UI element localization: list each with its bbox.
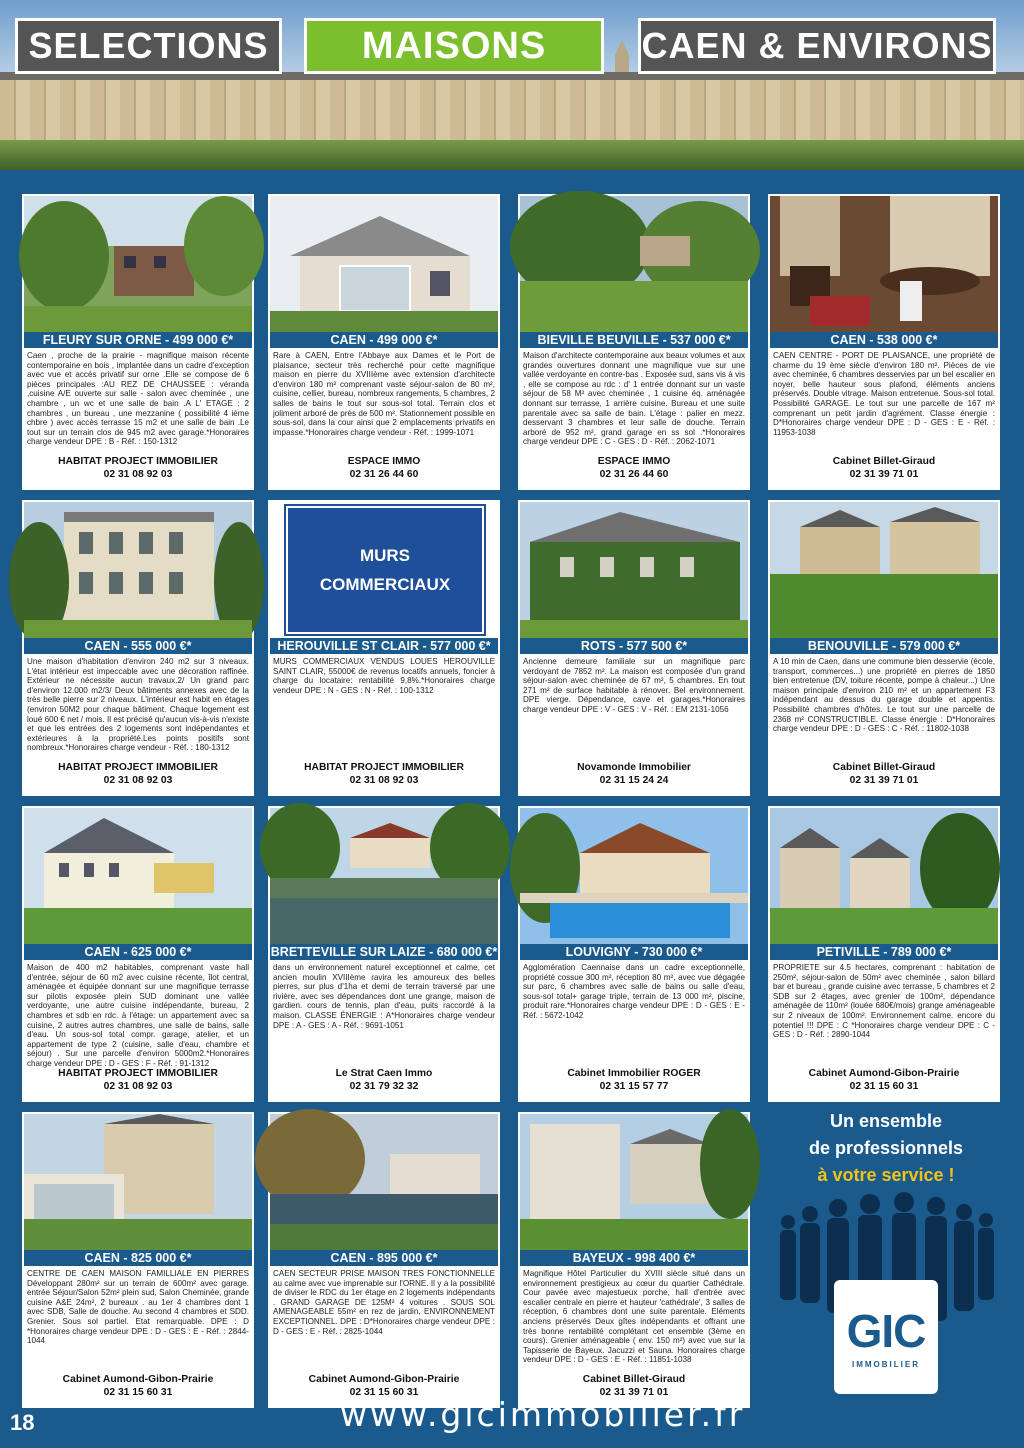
listing-agency: Novamonde Immobilier bbox=[577, 762, 691, 773]
listing-card[interactable] bbox=[22, 500, 254, 796]
listing-title: ROTS - 577 500 €* bbox=[520, 638, 748, 654]
listing-phone[interactable]: 02 31 39 71 01 bbox=[849, 469, 919, 480]
listing-phone[interactable]: 02 31 26 44 60 bbox=[599, 469, 669, 480]
listing-description: PROPRIETE sur 4.5 hectares, comprenant : habitation de 250m², séjour-salon de 50m² avec cheminée , salon billard bar et bureau , grande cuisine avec terrasse, 5 chambres et 2 SDB sur 2 étages, avec grenier de 100m², dépendance aménagée de 110m² (louée 680€/mois) grange aménageable sur 2 niveaux de 100m². Environnement calme. encore du potentiel !!! DPE : C *Honoraires charge vendeur DPE : C - GES : D - Réf. : 2890-1044 bbox=[773, 963, 995, 1040]
listing-photo bbox=[520, 1114, 748, 1250]
listing-agency: HABITAT PROJECT IMMOBILIER bbox=[58, 1068, 218, 1079]
logo-subtext: IMMOBILIER bbox=[852, 1359, 920, 1369]
listing-photo bbox=[770, 808, 998, 944]
listing-phone[interactable]: 02 31 15 57 77 bbox=[599, 1081, 669, 1092]
tab-maisons: MAISONS bbox=[304, 18, 604, 74]
listing-description: A 10 min de Caen, dans une commune bien desservie (école, transport, commerces...) une propriété en pierres de 1850 bien entretenue (DV, toiture récente, pompe à chaleur...) Une maison principale d'environ 210 m² et un appartement F3 indépendant au dessus du garage double et appentis. Possibilité chambres d'hôtes. Le tout sur une parcelle de 2368 m² CONSTRUCTIBLE. Classe énergie : D*Honoraires charge vendeur DPE : D - GES : C - Réf. : 11802-1038 bbox=[773, 657, 995, 734]
listing-photo bbox=[270, 196, 498, 332]
listing-agency: HABITAT PROJECT IMMOBILIER bbox=[58, 456, 218, 467]
listing-card[interactable] bbox=[518, 194, 750, 490]
listing-agency: Cabinet Billet-Giraud bbox=[832, 456, 936, 467]
listing-card[interactable] bbox=[268, 500, 500, 796]
promo-line1: Un ensemble bbox=[829, 1111, 943, 1131]
listing-agency: HABITAT PROJECT IMMOBILIER bbox=[304, 762, 464, 773]
listing-phone[interactable]: 02 31 08 92 03 bbox=[103, 469, 173, 480]
listing-agency: HABITAT PROJECT IMMOBILIER bbox=[58, 762, 218, 773]
listing-phone[interactable]: 02 31 15 60 31 bbox=[849, 1081, 919, 1092]
listing-title: BAYEUX - 998 400 €* bbox=[520, 1250, 748, 1266]
listing-card[interactable] bbox=[518, 806, 750, 1102]
listing-description: CAEN SECTEUR PRISE MAISON TRES FONCTIONNELLE au calme avec vue imprenable sur l'ORNE. Il y a la possibilité de diviser le RDC du 1er étage en 2 logements indépendants . GRAND GARAGE DE 125M² 4 voitures . SOUS SOL AMENAGEABLE 55m² en rez de jardin, ENVIRONNEMENT EXCEPTIONNEL. DPE : D*Honoraires charge vendeur DPE : D - GES : E - Réf. : 2825-1044 bbox=[273, 1269, 495, 1336]
listing-description: Ancienne demeure familiale sur un magnifique parc verdoyant de 7852 m². La maison est composée d'un grand séjour-salon avec cheminée de 67 m², 5 chambres. En tout 271 m² de surface habitable à rénover. Bel environnement. DPE vierge. Dépendance, cave et garages.*Honoraires charge vendeur DPE : V - GES : V - Réf. : EM 2131-1056 bbox=[523, 657, 745, 714]
listing-card[interactable] bbox=[22, 194, 254, 490]
listing-card[interactable] bbox=[768, 194, 1000, 490]
listing-phone[interactable]: 02 31 15 24 24 bbox=[599, 775, 669, 786]
listing-title: FLEURY SUR ORNE - 499 000 €* bbox=[24, 332, 252, 348]
listing-photo bbox=[24, 502, 252, 638]
listing-agency: ESPACE IMMO bbox=[347, 456, 421, 467]
promo-tagline bbox=[770, 1108, 1002, 1189]
listing-title: CAEN - 538 000 €* bbox=[770, 332, 998, 348]
listing-photo bbox=[270, 808, 498, 944]
listing-photo bbox=[520, 808, 748, 944]
listing-title: BRETTEVILLE SUR LAIZE - 680 000 €* bbox=[270, 945, 498, 959]
listing-agency: Cabinet Billet-Giraud bbox=[832, 762, 936, 773]
listing-phone[interactable]: 02 31 26 44 60 bbox=[349, 469, 419, 480]
listing-title: CAEN - 895 000 €* bbox=[270, 1250, 498, 1266]
listing-phone[interactable]: 02 31 08 92 03 bbox=[103, 775, 173, 786]
listing-description: dans un environnement naturel exceptionnel et calme, cet ancien moulin XVIIIème ravira les amoureux des belles pierres, sur plus d'1ha et demi de terrain traversé par une rivière, avec ses dépendances dont une grange, maison de gardien. cours de tennis, plan d'eau, puits raccordé à la maison. CLASSE ÉNERGIE : A*Honoraires charge vendeur DPE : A - GES : A - Réf. : 9691-1051 bbox=[273, 963, 495, 1030]
listing-photo bbox=[270, 502, 498, 638]
listing-description: Agglomération Caennaise dans un cadre exceptionnelle, propriété cossue 300 m², réception 80 m², avec vue dégagée sur parc, 6 chambres avec salle de bains ou salle d'eau, sous-sol total+ garage triple, terrain de 13 000 m², piscine, produit rare.*Honoraires charge vendeur DPE : D - GES : E - Réf. : 5672-1042 bbox=[523, 963, 745, 1020]
listing-phone[interactable]: 02 31 39 71 01 bbox=[599, 1387, 669, 1398]
listing-phone[interactable]: 02 31 08 92 03 bbox=[349, 775, 419, 786]
listing-photo bbox=[24, 808, 252, 944]
listing-title: LOUVIGNY - 730 000 €* bbox=[520, 944, 748, 960]
listing-title: HEROUVILLE ST CLAIR - 577 000 €* bbox=[270, 638, 498, 654]
listing-agency: ESPACE IMMO bbox=[597, 456, 671, 467]
page-number: 18 bbox=[10, 1410, 35, 1435]
murs-commerciaux-sign bbox=[286, 506, 484, 634]
murs-line2: COMMERCIAUX bbox=[319, 575, 451, 594]
listing-agency: Cabinet Immobilier ROGER bbox=[567, 1068, 701, 1079]
listing-description: Rare à CAEN, Entre l'Abbaye aux Dames et le Port de plaisance, secteur très recherché pour cette magnifique maison en pierre du XVIIIème avec extension d'architecte d'environ 180 m² comprenant vaste séjour-salon de 80 m², cuisine, cellier, bureau, nombreux rangements, 5 chambres, 2 salles de bains le tout sur sous-sol total. Terrain clos et joliment arboré de près de 500 m². Stationnement possible en sous-sol, dans la cour ainsi que 2 emplacements privatifs en impasse.*Honoraires charge vendeur - Réf. : 1999-1071 bbox=[273, 351, 495, 437]
listing-description: Maison de 400 m2 habitables, comprenant vaste hall d'entrée, séjour de 60 m2 avec cuisine récente, îlot central, aménagée et équipée donnant sur une magnifique terrasse sur pilotis exposée plein SUD dominant une vallée verdoyante, une autre cuisine indépendante, bureau, 2 chambres et sdb en rdc. à l'étage: un appartement avec sa cuisine, 2 autres autres chambres, une salle de bains, salle d'eau. Un sous-sol total compr. garage, atelier, et un appartement de type 2 (cuisine, salle d'eau, chambre et séjour) . Sur une parcelle d'environ 5000m2.*Honoraires charge vendeur DPE : D - GES : F - Réf. : 91-1312 bbox=[27, 963, 249, 1068]
listing-card[interactable] bbox=[518, 500, 750, 796]
listing-description: Magnifique Hôtel Particulier du XVIII siècle situé dans un environnement prestigieux au cœur du quartier Cathédrale. Cour pavée avec majestueux porche, hall d'entrée avec escalier centrale en pierre et hauteur 'cathédrale', 3 salles de réception, 6 chambres dont une suite parentale. Eléments anciens préservés Deux gîtes indépendants et offrant une très bonne rentabilité complétant cet ensemble (3ème en cours). Grenier aménageable ( env. 150 m²) avec vue sur la Tapisserie de Bayeux. Jacuzzi et Sauna. Honoraires charge vendeur DPE : D - GES : E - Réf. : 11851-1038 bbox=[523, 1269, 745, 1365]
listing-description: CENTRE DE CAEN MAISON FAMILLIALE EN PIERRES Développant 280m² sur un terrain de 600m² avec garage. entrée Séjour/Salon 52m² plein sud, Salon Cheminée, grande cuisine A&E 24m², 2 bureaux . au 1er 4 chambres dont 1 avec SDB, Salle de douche. Au second 4 chambres et SDD. Grenier. Sous sol partiel. Etat remarquable. DPE : D *Honoraires charge vendeur DPE : D - GES : E - Réf. : 2844-1044 bbox=[27, 1269, 249, 1346]
listing-phone[interactable]: 02 31 15 60 31 bbox=[103, 1387, 173, 1398]
listing-description: CAEN CENTRE - PORT DE PLAISANCE, une propriété de charme du 19 ème siècle d'environ 180 m². Pièces de vie avec cheminée, 6 chambres desservies par un bel escalier en noyer, belle hauteur sous plafond, éléments anciens préservés. Double vitrage. Maison entretenue. Sous-sol total. Possibilité GARAGE. Le tout sur une parcelle de 167 m² comprenant un petit jardin d'agrément. Classe énergie : D*Honoraires charge vendeur DPE : D - GES : E - Réf. : 11953-1038 bbox=[773, 351, 995, 437]
listing-photo bbox=[770, 502, 998, 638]
listing-phone[interactable]: 02 31 79 32 32 bbox=[349, 1081, 419, 1092]
listing-description: Caen , proche de la prairie - magnifique maison récente contemporaine en bois , implantée dans un cadre d'exception avec vue et accès privatif sur orne .Elle se compose de 6 pièces principales :AU REZ DE CHAUSSEE : véranda ,cuisine A/E ouverte sur salle - salon avec cheminée , une chambre , un wc et une salle de bain .A L' ETAGE : 2 chambres , un bureau , une mezzanine ( possibilité 4 ième chbre ) avec accès terrasse 15 m2 et une salle de bain .Le tout sur un terrain clos de 945 m2 avec garage.*Honoraires charge vendeur DPE : B - Réf. : 150-1312 bbox=[27, 351, 249, 447]
listing-card[interactable] bbox=[268, 1112, 500, 1408]
promo-line3: à votre service ! bbox=[817, 1165, 955, 1185]
listing-title: CAEN - 555 000 €* bbox=[24, 638, 252, 654]
listing-phone[interactable]: 02 31 39 71 01 bbox=[849, 775, 919, 786]
listing-photo bbox=[270, 1114, 498, 1250]
listing-agency: Cabinet Aumond-Gibon-Prairie bbox=[808, 1068, 960, 1079]
tab-caen-environs: CAEN & ENVIRONS bbox=[638, 18, 996, 74]
listing-title: CAEN - 625 000 €* bbox=[24, 944, 252, 960]
listing-title: BIEVILLE BEUVILLE - 537 000 €* bbox=[520, 332, 748, 348]
header-lawn bbox=[0, 140, 1024, 170]
listing-card[interactable] bbox=[268, 806, 500, 1102]
listing-title: CAEN - 825 000 €* bbox=[24, 1250, 252, 1266]
tab-selections: SELECTIONS bbox=[15, 18, 282, 74]
listing-title: PETIVILLE - 789 000 €* bbox=[770, 944, 998, 960]
logo-text: GIC bbox=[846, 1304, 926, 1357]
listing-card[interactable] bbox=[22, 806, 254, 1102]
listing-card[interactable] bbox=[268, 194, 500, 490]
listing-phone[interactable]: 02 31 15 60 31 bbox=[349, 1387, 419, 1398]
listing-card[interactable] bbox=[518, 1112, 750, 1408]
murs-line1: MURS bbox=[359, 546, 411, 565]
listing-photo bbox=[520, 196, 748, 332]
listing-card[interactable] bbox=[768, 806, 1000, 1102]
promo-line2: de professionnels bbox=[808, 1138, 964, 1158]
listing-description: Maison d'architecte contemporaine aux beaux volumes et aux grandes ouvertures donnant une magnifique vue sur une vallée verdoyante en contre-bas . Exposée sud, sans vis à vis , elle se compose au rdc : d' 1 entrée donnant sur un vaste séjour de 58 M² avec cheminée , 1 cuisine éq. aménagée donnant sur terrasse, 1 arrière cuisine. Bureau et une suite parentale avec sa salle de bain. L'étage : palier en mezz. desservant 3 chambres et leur salle de douche. Terrain arboré de 952 m², grand garage en ss sol .*Honoraires charge vendeur DPE : C - GES : D - Réf. : 2062-1071 bbox=[523, 351, 745, 447]
listing-card[interactable] bbox=[22, 1112, 254, 1408]
listing-description: MURS COMMERCIAUX VENDUS LOUES HEROUVILLE SAINT CLAIR, 55000€ de revenus locatifs annuels, foncier à charge du locataire: rentabilité 9,8%.*Honoraires charge vendeur DPE : N - GES : N - Réf. : 100-1312 bbox=[273, 657, 495, 695]
listing-photo bbox=[770, 196, 998, 332]
listing-description: Une maison d'habitation d'environ 240 m2 sur 3 niveaux. L'état intérieur est impeccable avec une décoration raffinée. Extérieur ne nécessite aucun travaux.2/ Un grand parc d'environ 12.000 m2/3/ Deux bâtiments annexes avec de la très belle pierre sur 2 niveaux. L'intérieur est habit en étages (environ 50M2 pour chaque bâtiment. Chaque logement est loué 600 € net / mois. Il est précisé qu'aucun vis-à-vis n'existe et que les entrées des 2 logements sont indépendantes et extérieures à la propriété.Les points positifs sont nombreux.*Honoraires charge vendeur - Réf. : 180-1312 bbox=[27, 657, 249, 753]
header-buildings bbox=[0, 80, 1024, 142]
listing-agency: Cabinet Aumond-Gibon-Prairie bbox=[308, 1374, 460, 1385]
listing-agency: Cabinet Aumond-Gibon-Prairie bbox=[62, 1374, 214, 1385]
listing-title: BENOUVILLE - 579 000 €* bbox=[770, 638, 998, 654]
website-url[interactable]: www.gicimmobilier.fr bbox=[340, 1395, 746, 1434]
listing-agency: Cabinet Billet-Giraud bbox=[582, 1374, 686, 1385]
listing-photo bbox=[24, 196, 252, 332]
listing-photo bbox=[24, 1114, 252, 1250]
listing-photo bbox=[520, 502, 748, 638]
gic-logo bbox=[834, 1280, 938, 1394]
listing-agency: Le Strat Caen Immo bbox=[335, 1068, 433, 1079]
listing-title: CAEN - 499 000 €* bbox=[270, 332, 498, 348]
listing-card[interactable] bbox=[768, 500, 1000, 796]
listing-phone[interactable]: 02 31 08 92 03 bbox=[103, 1081, 173, 1092]
